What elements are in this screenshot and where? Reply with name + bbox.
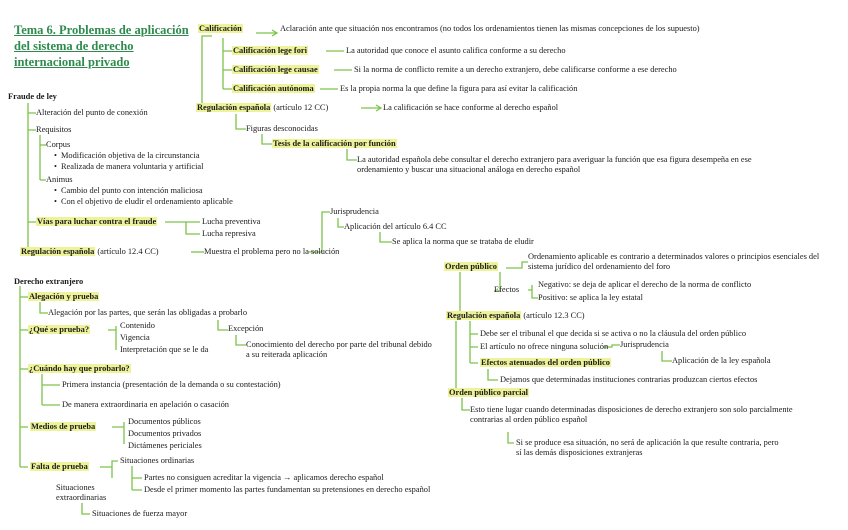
calificacion-lege-causae: Calificación lege causae [233,65,318,74]
excepcion: Excepción [228,324,264,333]
cuando-item: Primera instancia (presentación de la demanda o su contestación) [62,380,281,389]
situaciones-extraordinarias: Situaciones extraordinarias [56,483,107,502]
tesis-calificacion: Tesis de la calificación por función [273,139,396,148]
calificacion-regulacion-ref: (artículo 12 CC) [273,103,329,112]
que-item: Contenido [120,321,155,330]
que-item: Interpretación que se le da [120,345,209,354]
animus-item: • Con el objetivo de eludir el ordenamiento aplicable [54,197,233,207]
animus-item: • Cambio del punto con intención maliciosa [54,186,203,196]
corpus-item: • Realizada de manera voluntaria y artificial [54,162,203,172]
alegacion-desc: Alegación por las partes, que serán las obligadas a probarlo [48,308,248,317]
excepcion-desc: Conocimiento del derecho por parte del tribunal debido a su reiterada aplicación [246,340,432,359]
orden-publico-parcial: Orden público parcial [449,388,528,397]
que-se-prueba: ¿Qué se prueba? [29,325,90,334]
calificacion-regulacion-desc: La calificación se hace conforme al derecho español [383,103,559,112]
parcial-desc: Esto tiene lugar cuando determinadas disposiciones de derecho extranjero son solo parcialmente contrarias al orden público español [470,405,793,424]
falta-prueba: Falta de prueba [31,462,88,471]
fraude-regulacion: Regulación española [21,247,95,256]
ordinarias-item: Partes no consiguen acreditar la vigencia → aplicamos derecho español [144,473,384,482]
medios-item: Documentos privados [128,429,202,438]
calificacion-node: Calificación [199,24,242,33]
medios-prueba: Medios de prueba [31,422,96,431]
alegacion-prueba: Alegación y prueba [29,292,99,301]
vias-lucha-fraude: Vías para luchar contra el fraude [37,217,157,226]
efecto-item: Negativo: se deja de aplicar el derecho de la norma de conflicto [538,280,752,289]
reg-item: El artículo no ofrece ninguna solución [480,342,609,351]
op-jurisprudencia: Jurisprudencia [620,340,669,349]
cuando-probar: ¿Cuándo hay que probarlo? [29,364,130,373]
calificacion-lege-fori: Calificación lege fori [233,46,307,55]
tesis-desc: La autoridad española debe consultar el derecho extranjero para averiguar la función que esa figura desempeña en ese ordenamiento y buscar una situacional análoga en derecho español [357,155,752,174]
lucha-represiva: Lucha represiva [202,229,256,238]
fuerza-mayor: Situaciones de fuerza mayor [92,509,188,518]
animus: Animus [46,175,73,184]
lucha-preventiva: Lucha preventiva [202,217,261,226]
efectos-atenuados-desc: Dejamos que determinadas instituciones contrarias produzcan ciertos efectos [500,375,758,384]
lege-causae-desc: Si la norma de conflicto remite a un derecho extranjero, debe calificarse conforme a ese derecho [354,65,677,74]
orden-publico-regulacion-ref: (artículo 12.3 CC) [523,311,585,320]
fraude-jurisprudencia: Jurisprudencia [330,207,379,216]
medios-item: Documentos públicos [128,417,201,426]
figuras-desconocidas: Figuras desconocidas [246,124,318,133]
fraude-regulacion-ref: (artículo 12.4 CC) [97,247,159,256]
aplicacion-ley-espanola: Aplicación de la ley española [672,356,771,365]
medios-item: Dictámenes periciales [128,441,202,450]
lege-fori-desc: La autoridad que conoce el asunto califica conforme a su derecho [346,46,566,55]
situaciones-ordinarias: Situaciones ordinarias [120,456,195,465]
fraude-regulacion-desc: Muestra el problema pero no la solución [204,247,340,256]
aplica-norma-eludir: Se aplica la norma que se trataba de eludir [392,237,534,246]
orden-publico-desc: Ordenamiento aplicable es contrario a determinados valores o principios esenciales del sistema jurídico del ordenamiento del foro [528,252,820,271]
fraude-de-ley-node: Fraude de ley [8,92,57,101]
corpus: Corpus [46,140,71,149]
autonoma-desc: Es la propia norma la que define la figura para así evitar la calificación [340,84,578,93]
corpus-item: • Modificación objetiva de la circunstancia [54,151,200,161]
orden-publico-regulacion: Regulación española [447,311,521,320]
efecto-item: Positivo: se aplica la ley estatal [538,293,643,302]
calificacion-desc: Aclaración ante que situación nos encontramos (no todos los ordenamientos tienen las mismas concepciones de los supuesto) [280,24,700,33]
parcial-desc-2: Si se produce esa situación, no será de aplicación la que resulte contraria, pero sí las demás disposiciones extranjeras [516,438,779,457]
requisitos: Requisitos [36,125,72,134]
orden-publico-node: Orden público [445,262,497,271]
derecho-extranjero-node: Derecho extranjero [14,277,84,286]
ordinarias-item: Desde el primer momento las partes fundamentan su pretensiones en derecho español [144,485,431,494]
cuando-item: De manera extraordinaria en apelación o casación [62,400,229,409]
calificacion-autonoma: Calificación autónoma [233,84,314,93]
aplicacion-6-4: Aplicación del artículo 6.4 CC [344,222,447,231]
efectos-atenuados: Efectos atenuados del orden público [481,358,610,367]
efectos: Efectos [494,285,520,294]
alteracion-punto: Alteración del punto de conexión [36,108,148,117]
page-title: Tema 6. Problemas de aplicación del sistema de derecho internacional privado [14,23,189,69]
reg-item: Debe ser el tribunal el que decida si se activa o no la cláusula del orden público [480,329,747,338]
calificacion-regulacion: Regulación española [197,103,271,112]
que-item: Vigencia [120,333,150,342]
